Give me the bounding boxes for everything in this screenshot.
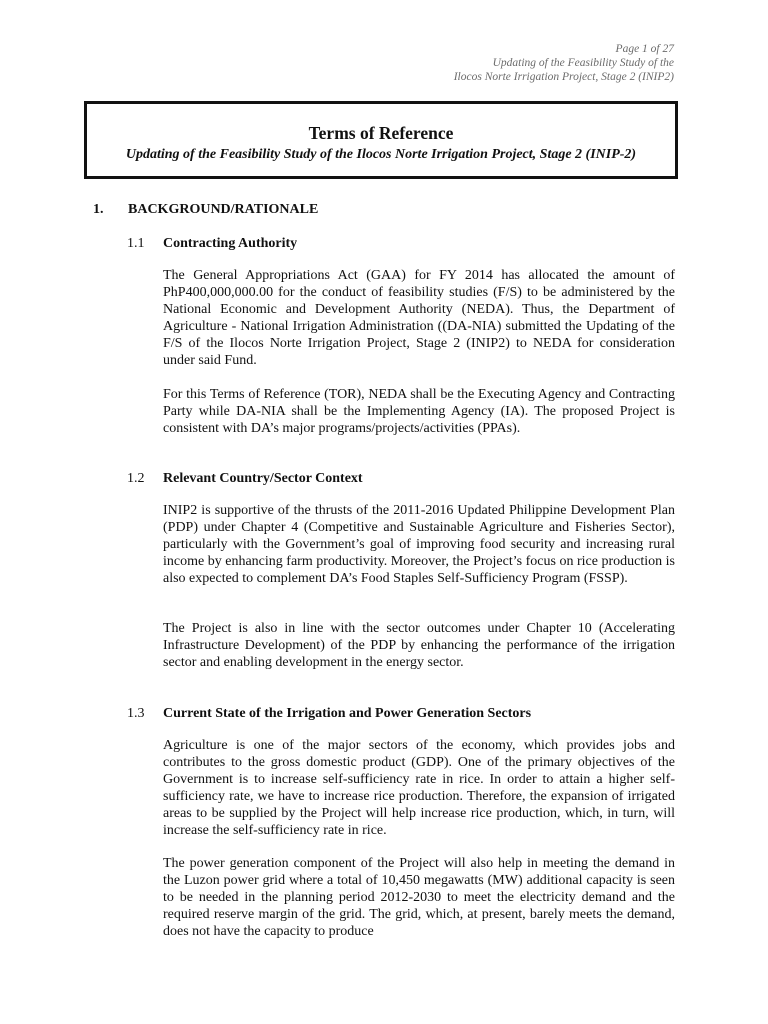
subsection-heading-1-3 bbox=[127, 705, 531, 723]
page-header bbox=[454, 42, 674, 84]
section-title: BACKGROUND/RATIONALE bbox=[128, 202, 319, 217]
page-number: Page 1 of 27 bbox=[615, 43, 674, 55]
paragraph: For this Terms of Reference (TOR), NEDA shall be the Executing Agency and Contracting Party while DA-NIA shall be the Implementing Agency (IA). The proposed Project is consistent with DA’s major programs/projects/activities (PPAs). bbox=[163, 387, 675, 436]
paragraph: Agriculture is one of the major sectors of the economy, which provides jobs and contributes to the gross domestic product (GDP). One of the primary objectives of the Government is to increase self-sufficiency rate in rice. In order to attain a higher self-sufficiency rate, we have to increase rice production. Therefore, the expansion of irrigated areas to be supplied by the Project will help increase rice production, which, in turn, will increase the self-sufficiency rate in rice. bbox=[163, 738, 675, 838]
paragraph: The General Appropriations Act (GAA) for FY 2014 has allocated the amount of PhP400,000,000.00 for the conduct of feasibility studies (F/S) to be administered by the National Economic and Development Authority (NEDA). Thus, the Department of Agriculture - National Irrigation Administration ((DA-NIA) submitted the Updating of the F/S of the Ilocos Norte Irrigation Project, Stage 2 (INIP2) to NEDA for consideration under said Fund. bbox=[163, 268, 675, 368]
title-box bbox=[84, 101, 678, 179]
subsection-title: Contracting Authority bbox=[163, 236, 298, 251]
header-line-1: Updating of the Feasibility Study of the bbox=[492, 57, 674, 69]
subsection-number: 1.2 bbox=[127, 471, 145, 486]
paragraph: INIP2 is supportive of the thrusts of the 2011-2016 Updated Philippine Development Plan (PDP) under Chapter 4 (Competitive and Sustainable Agriculture and Fisheries Sector), particularly with the Government’s goal of improving food security and increasing rural income by enhancing farm productivity. Moreover, the Project’s focus on rice production is also expected to complement DA’s Food Staples Self-Sufficiency Program (FSSP). bbox=[163, 503, 675, 586]
paragraph: The power generation component of the Project will also help in meeting the demand in the Luzon power grid where a total of 10,450 megawatts (MW) additional capacity is seen to be needed in the planning period 2012-2030 to meet the electricity demand and the required reserve margin of the grid. The grid, which, at present, barely meets the demand, does not have the capacity to produce bbox=[163, 856, 675, 939]
header-line-2: Ilocos Norte Irrigation Project, Stage 2 (INIP2) bbox=[453, 71, 674, 83]
subsection-title: Current State of the Irrigation and Power Generation Sectors bbox=[163, 706, 532, 721]
document-title: Terms of Reference bbox=[308, 123, 454, 143]
section-heading bbox=[93, 201, 318, 219]
subsection-number: 1.3 bbox=[127, 706, 145, 721]
subsection-heading-1-1 bbox=[127, 235, 297, 253]
subsection-heading-1-2 bbox=[127, 470, 363, 488]
document-subtitle: Updating of the Feasibility Study of the Ilocos Norte Irrigation Project, Stage 2 (INIP-2) bbox=[125, 147, 637, 162]
subsection-title: Relevant Country/Sector Context bbox=[163, 471, 363, 486]
section-number: 1. bbox=[93, 202, 104, 217]
subsection-number: 1.1 bbox=[127, 236, 145, 251]
paragraph: The Project is also in line with the sector outcomes under Chapter 10 (Accelerating Infrastructure Development) of the PDP by enhancing the performance of the irrigation sector and enabling development in the energy sector. bbox=[163, 621, 675, 670]
